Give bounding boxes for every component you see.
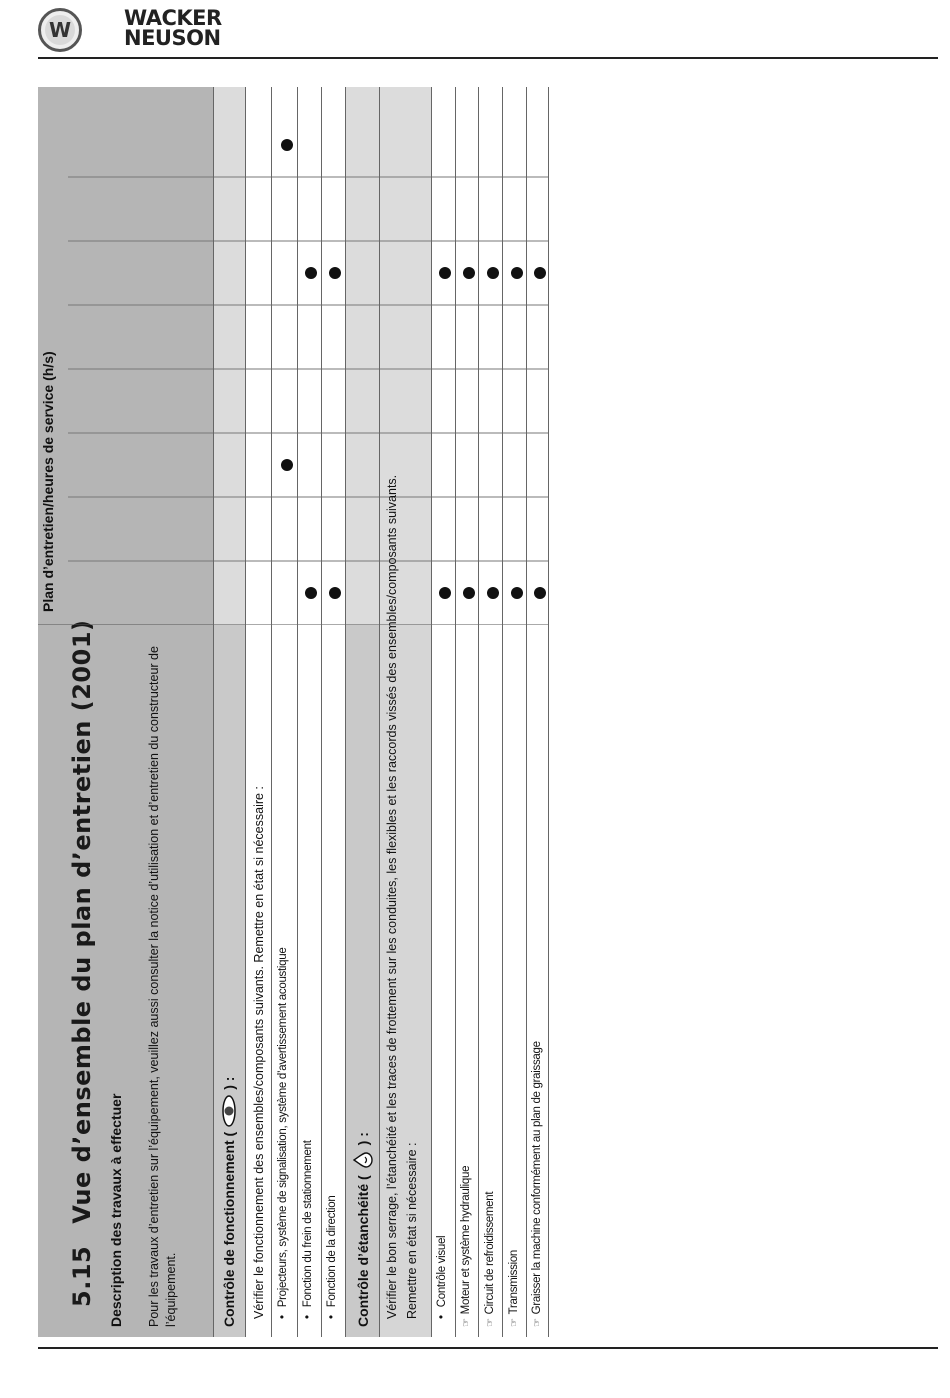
brand-line2: NEUSON xyxy=(124,26,221,50)
maintenance-marker xyxy=(487,587,499,599)
maintenance-marker xyxy=(511,587,523,599)
rotated-table xyxy=(38,87,548,1337)
maintenance-marker xyxy=(463,587,475,599)
maintenance-marker xyxy=(439,267,451,279)
brand-name xyxy=(124,8,222,48)
maintenance-marker xyxy=(439,587,451,599)
maintenance-marker xyxy=(534,587,546,599)
maintenance-marker xyxy=(305,267,317,279)
maintenance-marker xyxy=(329,587,341,599)
maintenance-marker xyxy=(305,587,317,599)
wacker-logo-icon xyxy=(38,8,82,52)
list-item: ☞Moteur et système hydraulique xyxy=(460,1165,472,1327)
header-rule xyxy=(38,57,938,59)
leak-instruction-2: Remettre en état si nécessaire : xyxy=(405,1142,419,1319)
footer-rule xyxy=(38,1347,938,1349)
description-heading: Description des travaux à effectuer xyxy=(108,1093,124,1327)
maintenance-marker xyxy=(534,267,546,279)
rule xyxy=(548,87,549,1337)
list-item: ☞Graisser la machine conformément au plan de graissage xyxy=(531,1041,543,1327)
maintenance-marker xyxy=(463,267,475,279)
list-item: ☞Circuit de refroidissement xyxy=(484,1191,496,1327)
list-item: •Projecteurs, système de signalisation, système d’avertissement acoustique xyxy=(277,947,289,1319)
maintenance-marker xyxy=(329,267,341,279)
svg-text:W: W xyxy=(48,18,72,42)
list-item: •Fonction de la direction xyxy=(326,1195,338,1319)
plan-header: Plan d’entretien/heures de service (h/s) xyxy=(40,351,56,612)
marker-layer xyxy=(38,87,548,1337)
functional-check-heading: Contrôle de fonctionnement () : xyxy=(221,1077,240,1327)
description-text: Pour les travaux d’entretien sur l’équipement, veuillez aussi consulter la notice d’utilisation et d’entretien du constructeur de l’équipement. xyxy=(147,646,178,1327)
leak-instruction-1: Vérifier le bon serrage, l’étanchéité et les traces de frottement sur les conduites, les flexibles et les raccords vissés des ensembles/composants suivants. xyxy=(385,474,399,1319)
list-item: ☞Transmission xyxy=(508,1249,520,1327)
list-item: •Contrôle visuel xyxy=(436,1235,448,1319)
maintenance-marker xyxy=(511,267,523,279)
list-item: •Fonction du frein de stationnement xyxy=(302,1140,314,1319)
functional-instruction: Vérifier le fonctionnement des ensembles/composants suivants. Remettre en état si nécessaire : xyxy=(252,786,266,1319)
section-number: 5.15 xyxy=(68,1245,96,1307)
maintenance-marker xyxy=(281,459,293,471)
page-header xyxy=(0,0,950,62)
maintenance-marker xyxy=(281,139,293,151)
brand-line1: WACKER xyxy=(124,6,222,30)
leak-check-heading: Contrôle d’étanchéité () : xyxy=(353,1132,376,1327)
section-title: Vue d’ensemble du plan d’entretien (2001) xyxy=(68,619,96,1224)
maintenance-marker xyxy=(487,267,499,279)
